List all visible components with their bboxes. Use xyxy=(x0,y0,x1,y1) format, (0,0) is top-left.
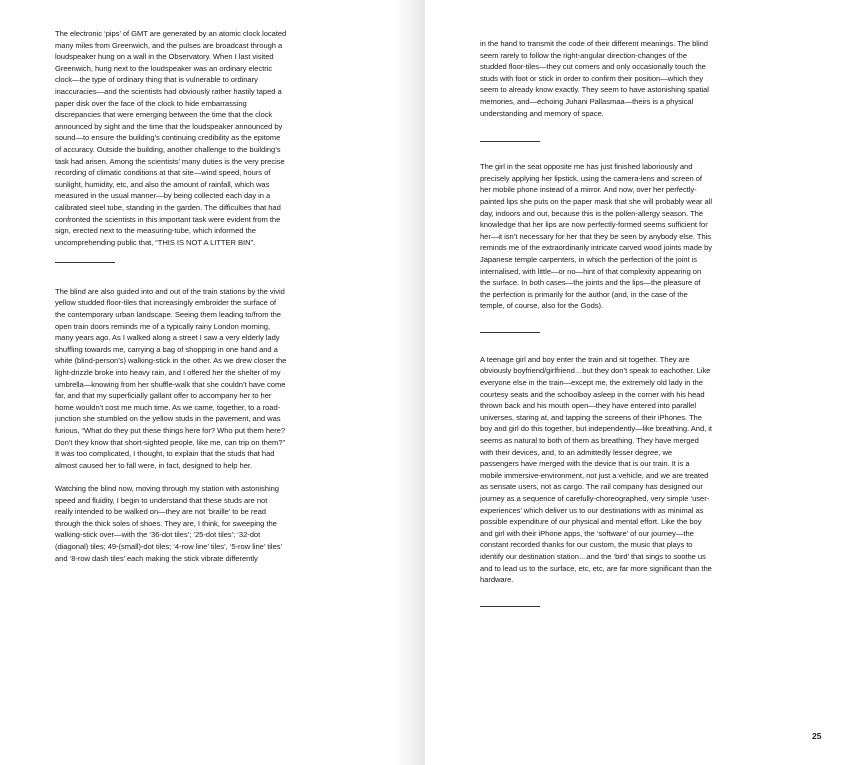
right-column xyxy=(480,38,712,607)
spacer xyxy=(480,142,712,161)
page-number: 25 xyxy=(812,731,822,741)
spacer xyxy=(480,119,712,135)
spacer xyxy=(480,312,712,326)
paragraph-watching-blind: Watching the blind now, moving through my station with astonishing speed and fluidity, I begin to understand that these studs are not really intended to be walked on—they are not ‘braille’ to be read through the thick soles of shoes. They are, I think, for sweeping the walking-stick over—with the ‘36-dot tiles’; ‘25-dot tiles’; ‘32-dot (diagonal) tiles; 49-(small)-dot tiles; ‘4-row line’ tiles’, ‘5-row line’ tiles’ and ‘8-row dash tiles’ each making the stick vibrate differently xyxy=(55,483,282,563)
left-column xyxy=(55,28,287,564)
spacer xyxy=(55,263,287,286)
paragraph-lipstick: The girl in the seat opposite me has just finished laboriously and precisely applying her lipstick, using the camera-lens and screen of her mobile phone instead of a mirror. And now, over her perfectly-painted lips she puts on the paper mask that she will probably wear all day, indoors and out, because this is the pollen-allergy season. The knowledge that her lips are now perfectly-formed seems sufficient for her—it isn’t necessary for her that they be seen by anybody else. This reminds me of the extraordinarily intricate carved wood joints made by Japanese temple carpenters, in which the perfection of the joint is internalised, with little—or no—hint of that complexity appearing on the surface. In both cases—the joints and the lips—the pleasure of the perfection is primarily for the author (and, in the case of the temple, of course, also for the Gods). xyxy=(480,162,713,311)
paragraph-blind-studs: The blind are also guided into and out of the train stations by the vivid yellow studded floor-tiles that increasingly embroider the surface of the contemporary urban landscape. Seeing them leading to/from the open train doors reminds me of a typically rainy London morning, many years ago. As I walked along a street I saw a very elderly lady shuffling towards me, carrying a bag of shopping in one hand and a white (blind-person’s) walking-stick in the other. As we drew closer the light-drizzle broke into heavy rain, and I offered her the shelter of my umbrella—knowing from her shuffle-walk that she couldn’t have come far, and that my superficially gallant offer to accompany her to her home wouldn’t cost me much time. As we came, together, to a road-junction she stumbled on the yellow studs in the pavement, and was furious, “What do they put these things here for? Who put them here? Don’t they know that short-sighted people, like me, can trip on them?” It was too complicated, I thought, to explain that the studs that had almost caused her to fall were, in fact, designed to help her. xyxy=(55,286,287,470)
section-divider xyxy=(480,606,540,607)
paragraph-teenagers: A teenage girl and boy enter the train and sit together. They are obviously boyfriend/girlfriend…but they don’t speak to eachother. Like everyone else in the train—except me, the extremely old lady in the courtesy seats and the schoolboy asleep in the corner with his head thrown back and his mouth open—they have entered into parallel universes, staring at, and tapping the screens of their iPhones. The boy and girl do this together, but independently—like breathing. And, it seems as natural to both of them as breathing. They have merged with their devices, and, to an admittedly lesser degree, we passengers have merged with the device that is our train. It is a mobile immersive-environment, not just a vehicle, and we are treated as sensate users, not as cargo. The rail company has designed our journey as a sequence of carefully-choreographed, very simple ‘user-experiences’ which deliver us to our destinations with as minimal as possible expenditure of our physical and mental effort. Like the boy and girl with their iPhone apps, the ‘software’ of our journey—the constant recorded thanks for our custom, the music that plays to identify our destination station…and the ‘bird’ that sings to soothe us and to lead us to the surface, etc, etc, are far more significant than the hardware. xyxy=(480,354,712,585)
gutter-shadow xyxy=(395,0,425,765)
spacer xyxy=(480,333,712,354)
paragraph-gmt-pips: The electronic ‘pips’ of GMT are generated by an atomic clock located many miles from Greenwich, and the pulses are broadcast through a loudspeaker hung on a wall in the Observatory. When I last visited Greenwich, hung next to the loudspeaker was an ordinary electric clock—the type of ordinary thing that is vulnerable to ordinary inaccuracies—and the scientists had obviously rather hastily taped a paper disk over the face of the clock to hide embarrassing discrepancies that were emerging between the time that the clock announced by sight and the time that the loudspeaker announced by sound—to ensure the building’s continuing credibility as the epitome of accuracy. Outside the building, another challenge to the building’s task had arisen. Among the scientists’ many duties is the very precise recording of climatic conditions at that site—wind speed, hours of sunlight, humidity, etc, and also the amount of rainfall, which was measured in the usual manner—by being collected each day in a calibrated steel tube, standing in the garden. The difficulties that had confronted the scientists in this important task were evident from the sign, erected next to the measuring-tube, which informed the uncomprehending public that, “THIS IS NOT A LITTER BIN”. xyxy=(55,29,287,247)
spacer xyxy=(55,471,287,483)
spacer xyxy=(55,248,287,260)
paragraph-spatial-memory: in the hand to transmit the code of their different meanings. The blind seem rarely to follow the right-angular direction-changes of the studded floor-tiles—they cut corners and only occasionally touch the studs with foot or stick in order to confirm their position—which they seem to already know exactly. They seem to have astonishing spatial memories, and—echoing Juhani Pallasmaa—theirs is a physical understanding and memory of space. xyxy=(480,39,709,118)
spacer xyxy=(480,586,712,600)
